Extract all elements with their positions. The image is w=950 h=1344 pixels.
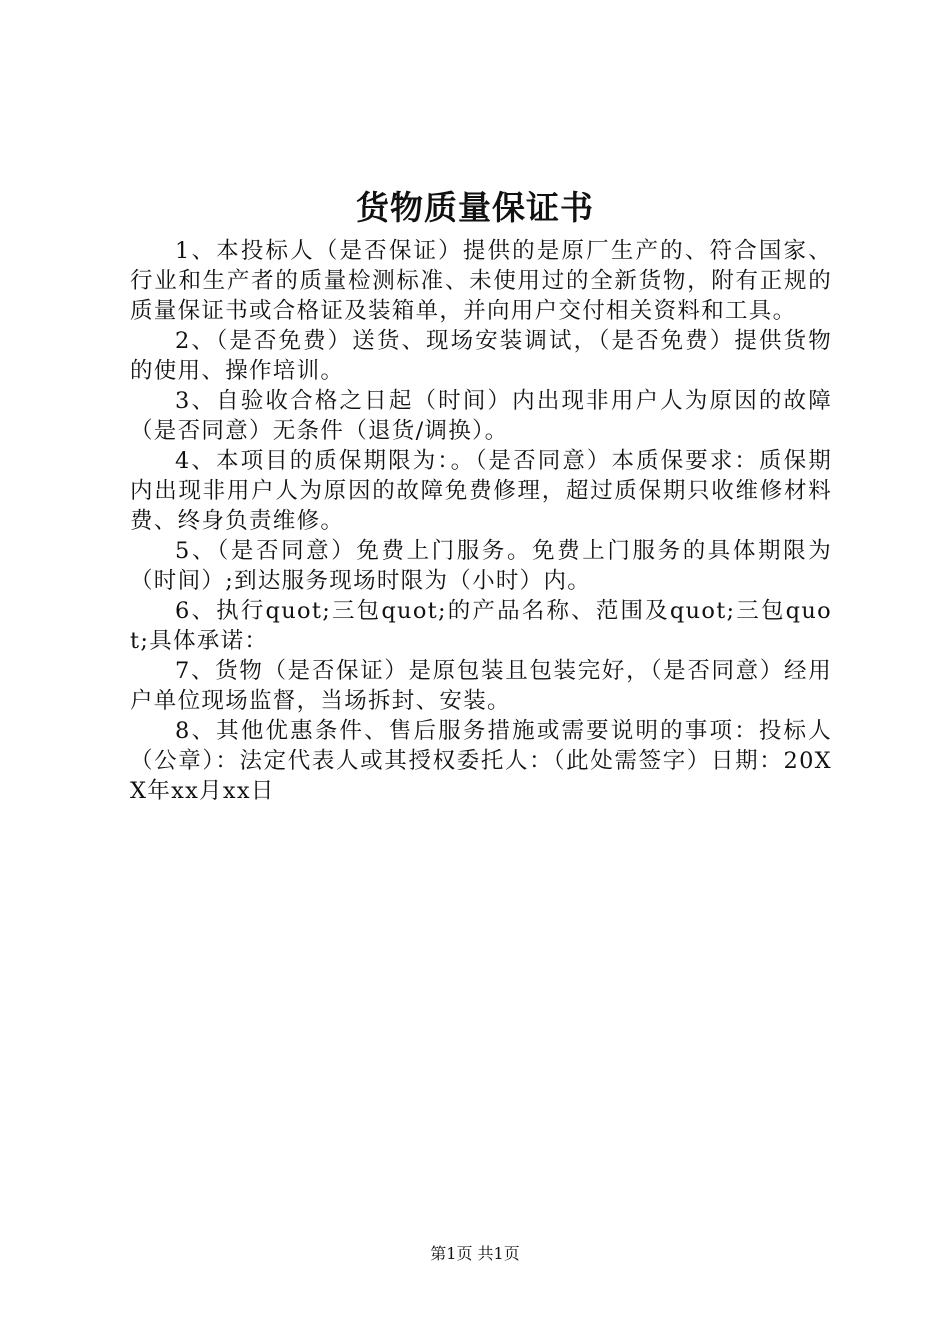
- page-number: 第1页: [430, 1244, 473, 1263]
- paragraph-3: 3、自验收合格之日起（时间）内出现非用户人为原因的故障（是否同意）无条件（退货/调换）。: [130, 388, 832, 444]
- page-footer: [0, 1243, 950, 1265]
- paragraph-2: 2、（是否免费）送货、现场安装调试，（是否免费）提供货物的使用、操作培训。: [130, 328, 832, 384]
- paragraph-4: 4、本项目的质保期限为：。（是否同意）本质保要求：质保期内出现非用户人为原因的故障免费修理，超过质保期只收维修材料费、终身负责维修。: [130, 448, 832, 534]
- document-body: [130, 236, 832, 806]
- paragraph-7: 7、货物（是否保证）是原包装且包装完好，（是否同意）经用户单位现场监督，当场拆封、安装。: [130, 658, 832, 714]
- paragraph-6: 6、执行quot;三包quot;的产品名称、范围及quot;三包quot;具体承诺：: [130, 598, 832, 654]
- paragraph-8: 8、其他优惠条件、售后服务措施或需要说明的事项：投标人（公章）：法定代表人或其授权委托人：（此处需签字）日期：20XX年xx月xx日: [130, 718, 832, 804]
- document-title: 货物质量保证书: [356, 188, 594, 227]
- paragraph-1: 1、本投标人（是否保证）提供的是原厂生产的、符合国家、行业和生产者的质量检测标准、未使用过的全新货物，附有正规的质量保证书或合格证及装箱单，并向用户交付相关资料和工具。: [130, 238, 832, 324]
- paragraph-5: 5、（是否同意）免费上门服务。免费上门服务的具体期限为（时间）;到达服务现场时限为（小时）内。: [130, 538, 832, 594]
- page-total: 共1页: [477, 1244, 520, 1263]
